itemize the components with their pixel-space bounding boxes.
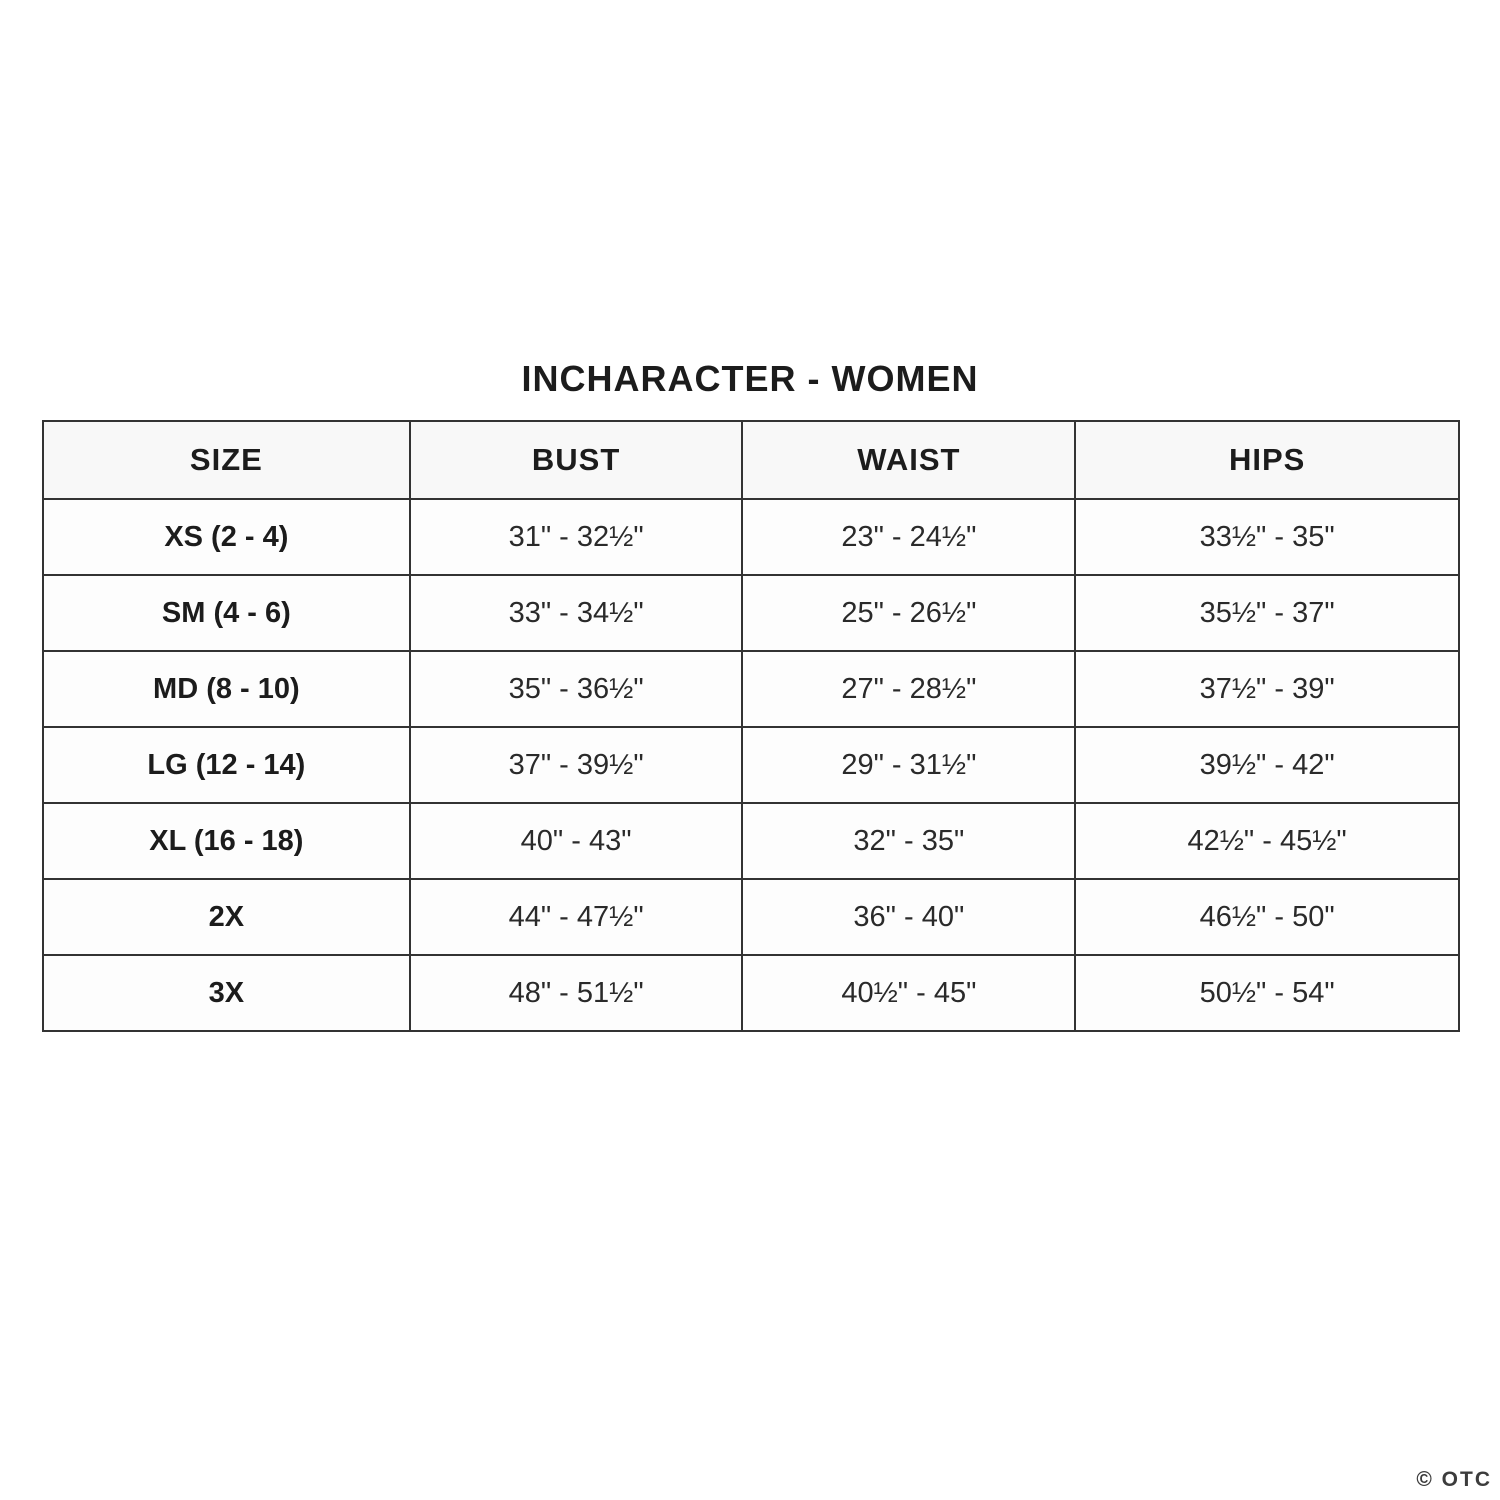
column-header-hips: HIPS: [1075, 421, 1459, 499]
size-label-cell: MD (8 - 10): [43, 651, 410, 727]
measurement-cell: 40½" - 45": [742, 955, 1075, 1031]
measurement-cell: 23" - 24½": [742, 499, 1075, 575]
table-row: [43, 499, 1459, 575]
table-row: [43, 955, 1459, 1031]
size-label-cell: 3X: [43, 955, 410, 1031]
size-chart-table: [42, 420, 1460, 1032]
table-row: [43, 727, 1459, 803]
table-row: [43, 575, 1459, 651]
measurement-cell: 36" - 40": [742, 879, 1075, 955]
column-header-size: SIZE: [43, 421, 410, 499]
measurement-cell: 37½" - 39": [1075, 651, 1459, 727]
measurement-cell: 33" - 34½": [410, 575, 743, 651]
measurement-cell: 35½" - 37": [1075, 575, 1459, 651]
column-header-bust: BUST: [410, 421, 743, 499]
table-row: [43, 651, 1459, 727]
measurement-cell: 25" - 26½": [742, 575, 1075, 651]
measurement-cell: 31" - 32½": [410, 499, 743, 575]
table-row: [43, 879, 1459, 955]
measurement-cell: 27" - 28½": [742, 651, 1075, 727]
measurement-cell: 50½" - 54": [1075, 955, 1459, 1031]
measurement-cell: 46½" - 50": [1075, 879, 1459, 955]
table-row: [43, 803, 1459, 879]
size-label-cell: SM (4 - 6): [43, 575, 410, 651]
otc-watermark: © OTC: [1416, 1468, 1492, 1491]
measurement-cell: 37" - 39½": [410, 727, 743, 803]
measurement-cell: 33½" - 35": [1075, 499, 1459, 575]
measurement-cell: 48" - 51½": [410, 955, 743, 1031]
table-header-row: [43, 421, 1459, 499]
measurement-cell: 29" - 31½": [742, 727, 1075, 803]
size-label-cell: LG (12 - 14): [43, 727, 410, 803]
measurement-cell: 32" - 35": [742, 803, 1075, 879]
measurement-cell: 39½" - 42": [1075, 727, 1459, 803]
measurement-cell: 44" - 47½": [410, 879, 743, 955]
size-label-cell: XL (16 - 18): [43, 803, 410, 879]
measurement-cell: 42½" - 45½": [1075, 803, 1459, 879]
size-label-cell: 2X: [43, 879, 410, 955]
measurement-cell: 35" - 36½": [410, 651, 743, 727]
page-title: INCHARACTER - WOMEN: [521, 358, 979, 399]
measurement-cell: 40" - 43": [410, 803, 743, 879]
column-header-waist: WAIST: [742, 421, 1075, 499]
size-label-cell: XS (2 - 4): [43, 499, 410, 575]
